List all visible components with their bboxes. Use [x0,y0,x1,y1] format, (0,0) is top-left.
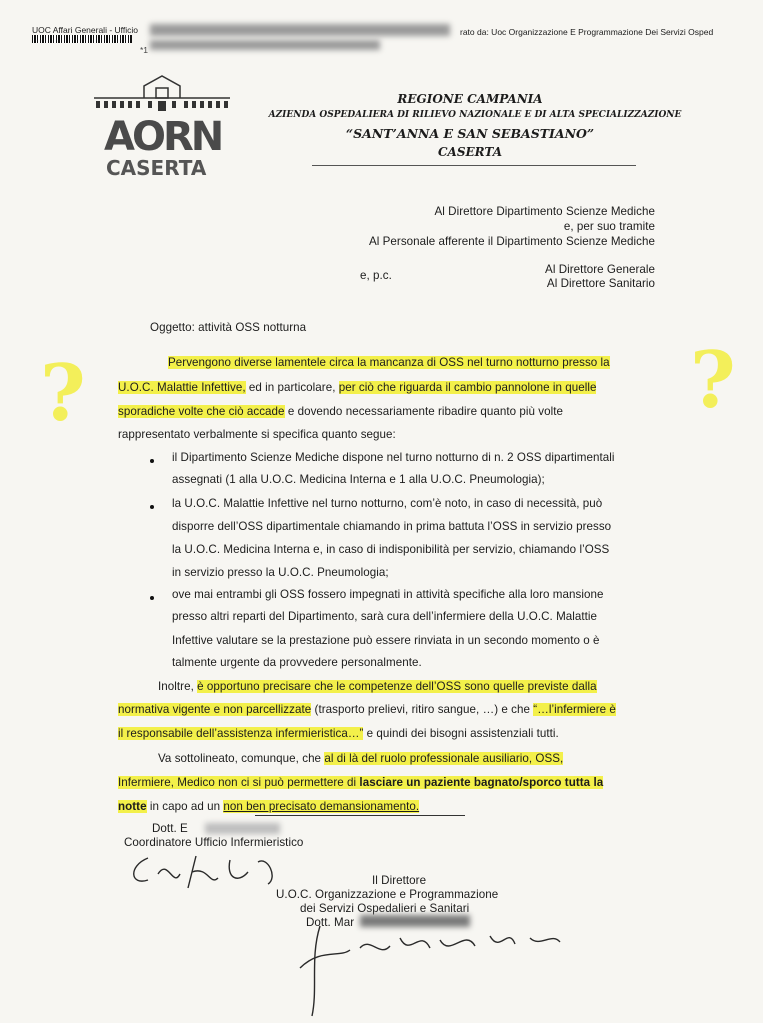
bullet3-line-4: talmente urgente da provvedere personalmente. [172,656,422,669]
para1-line-2: U.O.C. Malattie Infettive, ed in particolare, per ciò che riguarda il cambio pannolone in quelle [118,381,597,394]
bullet2-line-2: disporre dell’OSS dipartimentale chiamando in prima battuta l’OSS in servizio presso [172,520,612,533]
cc-label: e, p.c. [360,269,392,282]
question-mark-right: ? [690,335,736,426]
aorn-logo [92,72,232,182]
director-title: Il Direttore [372,874,427,887]
header-divider [312,165,636,166]
recipient-line-2: e, per suo tramite [563,220,655,233]
para3-line-1: Va sottolineato, comunque, che al di là del ruolo professionale ausiliario, OSS, [158,752,564,765]
underline-stroke [255,815,465,816]
left-signatory-role: Coordinatore Ufficio Infermieristico [124,836,304,849]
bullet3-line-2: presso altri reparti del Dipartimento, sarà cura dell’infermiere della U.O.C. Malattie [172,610,598,623]
region-name: REGIONE CAMPANIA [397,92,543,106]
director-unit-line-2: dei Servizi Ospedalieri e Sanitari [300,902,470,915]
para2-line-3: il responsabile dell’assistenza infermieristica…” e quindi dei bisogni assistenziali tutti. [118,727,559,740]
bullet2-line-4: in servizio presso la U.O.C. Pneumologia; [172,566,389,579]
redacted-header-2 [150,40,380,50]
bullet1-line-2: assegnati (1 alla U.O.C. Medicina Interna e 1 alla U.O.C. Pneumologia); [172,473,545,486]
bullet-dot-1 [150,459,154,463]
left-signatory-name: Dott. E [152,822,188,835]
cc-recipient-2: Al Direttore Sanitario [546,277,655,290]
bullet2-line-1: la U.O.C. Malattie Infettive nel turno notturno, com’è noto, in caso di necessità, può [172,497,603,510]
bullet1-line-1: il Dipartimento Scienze Mediche dispone nel turno notturno di n. 2 OSS dipartimentali [172,451,615,464]
redacted-name-left [205,823,280,834]
bullet-dot-3 [150,596,154,600]
hospital-name: “SANT’ANNA E SAN SEBASTIANO” [345,126,595,141]
logo-city: CASERTA [106,156,207,180]
agency-name: AZIENDA OSPEDALIERA DI RILIEVO NAZIONALE E DI ALTA SPECIALIZZAZIONE [268,110,682,120]
header-left-label: UOC Affari Generali - Ufficio [32,25,138,35]
question-mark-left: ? [40,348,86,439]
bullet3-line-1: ove mai entrambi gli OSS fossero impegnati in attività specifiche alla loro mansione [172,588,604,601]
recipient-line-1: Al Direttore Dipartimento Scienze Mediche [434,205,655,218]
para1-line-4: rappresentato verbalmente si specifica quanto segue: [118,428,396,441]
para1-line-1: Pervengono diverse lamentele circa la mancanza di OSS nel turno notturno presso la [168,356,610,369]
header-right-label: rato da: Uoc Organizzazione E Programmazione Dei Servizi Osped [460,27,714,37]
para2-line-1: Inoltre, è opportuno precisare che le competenze dell’OSS sono quelle previste dalla [158,680,597,693]
redacted-header [150,24,450,36]
institution-city: CASERTA [437,145,503,159]
logo-acronym: AORN [104,114,222,160]
recipient-line-3: Al Personale afferente il Dipartimento Scienze Mediche [368,235,655,248]
subject-line: Oggetto: attività OSS notturna [150,321,307,334]
handwritten-signature-right [290,918,570,1018]
para3-line-2: Infermiere, Medico non ci si può permettere di lasciare un paziente bagnato/sporco tutta la [118,776,604,789]
para1-line-3: sporadiche volte che ciò accade e dovendo necessariamente ribadire quanto più volte [118,405,564,418]
para2-line-2: normativa vigente e non parcellizzate (trasporto prelievi, ritiro sangue, …) e che “…l’infermiere è [118,703,616,716]
para3-line-3: notte in capo ad un non ben precisato demansionamento. [118,800,420,813]
barcode [32,35,132,43]
director-unit-line-1: U.O.C. Organizzazione e Programmazione [276,888,499,901]
bullet3-line-3: Infettive valutare se la prestazione può essere rinviata in un secondo momento o è [172,634,600,647]
bullet-dot-2 [150,505,154,509]
cc-recipient-1: Al Direttore Generale [545,263,655,276]
bullet2-line-3: la U.O.C. Medicina Interna e, in caso di indisponibilità per servizio, chiamando l’OSS [172,543,610,556]
protocol-fragment: *1 [140,45,149,55]
director-name: Dott. Mar [306,916,355,929]
